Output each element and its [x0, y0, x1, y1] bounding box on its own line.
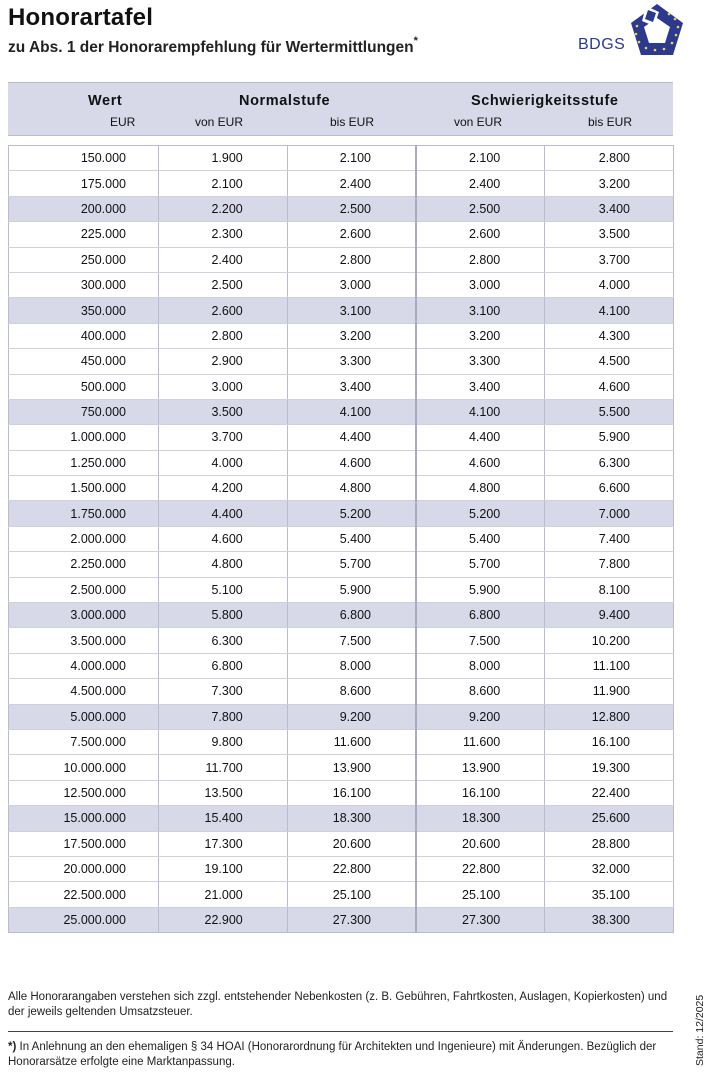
footnote-marker: *	[413, 35, 418, 47]
table-row	[9, 298, 674, 323]
cell-normal-bis: 8.000	[287, 653, 416, 678]
cell-wert: 22.500.000	[9, 882, 159, 907]
cell-normal-von: 6.800	[159, 653, 288, 678]
cell-schwierig-von: 3.200	[416, 323, 545, 348]
cell-normal-bis: 8.600	[287, 679, 416, 704]
cell-schwierig-bis: 38.300	[545, 907, 674, 932]
cell-schwierig-bis: 8.100	[545, 577, 674, 602]
cell-schwierig-bis: 12.800	[545, 704, 674, 729]
cell-normal-von: 2.500	[159, 272, 288, 297]
cell-normal-von: 3.500	[159, 399, 288, 424]
cell-schwierig-bis: 25.600	[545, 806, 674, 831]
cell-wert: 175.000	[9, 171, 159, 196]
cell-normal-von: 5.800	[159, 603, 288, 628]
table-row	[9, 349, 674, 374]
cell-wert: 500.000	[9, 374, 159, 399]
cell-normal-von: 3.700	[159, 425, 288, 450]
cell-schwierig-bis: 4.300	[545, 323, 674, 348]
cell-normal-bis: 4.600	[287, 450, 416, 475]
cell-schwierig-von: 6.800	[416, 603, 545, 628]
cell-wert: 12.500.000	[9, 780, 159, 805]
costs-note: Alle Honorarangaben verstehen sich zzgl. entstehender Nebenkosten (z. B. Gebühren, Fahrtkosten, Auslagen, Kopierkosten) und der jeweils geltenden Umsatzsteuer.	[8, 991, 668, 1018]
table-row	[9, 679, 674, 704]
table-row	[9, 247, 674, 272]
cell-schwierig-bis: 6.600	[545, 476, 674, 501]
cell-normal-bis: 3.200	[287, 323, 416, 348]
table-row	[9, 907, 674, 932]
table-row	[9, 552, 674, 577]
subtitle-text: zu Abs. 1 der Honorarempfehlung für Wertermittlungen	[8, 39, 414, 57]
cell-schwierig-bis: 5.500	[545, 399, 674, 424]
cell-schwierig-von: 8.600	[416, 679, 545, 704]
cell-schwierig-von: 9.200	[416, 704, 545, 729]
cell-normal-von: 2.600	[159, 298, 288, 323]
page-subtitle	[8, 37, 418, 57]
cell-normal-von: 4.600	[159, 526, 288, 551]
cell-wert: 300.000	[9, 272, 159, 297]
cell-normal-bis: 6.800	[287, 603, 416, 628]
cell-schwierig-von: 2.500	[416, 196, 545, 221]
cell-normal-von: 2.300	[159, 222, 288, 247]
table-row	[9, 526, 674, 551]
table-row	[9, 653, 674, 678]
cell-schwierig-von: 3.100	[416, 298, 545, 323]
cell-wert: 2.000.000	[9, 526, 159, 551]
cell-wert: 1.750.000	[9, 501, 159, 526]
cell-normal-bis: 11.600	[287, 729, 416, 754]
cell-wert: 400.000	[9, 323, 159, 348]
cell-schwierig-bis: 7.400	[545, 526, 674, 551]
cell-wert: 200.000	[9, 196, 159, 221]
table-row	[9, 196, 674, 221]
cell-schwierig-von: 4.400	[416, 425, 545, 450]
cell-schwierig-von: 5.700	[416, 552, 545, 577]
cell-wert: 2.250.000	[9, 552, 159, 577]
cell-normal-bis: 3.000	[287, 272, 416, 297]
cell-wert: 2.500.000	[9, 577, 159, 602]
cell-schwierig-von: 2.800	[416, 247, 545, 272]
cell-schwierig-von: 4.100	[416, 399, 545, 424]
cell-normal-von: 17.300	[159, 831, 288, 856]
cell-wert: 350.000	[9, 298, 159, 323]
cell-normal-von: 19.100	[159, 856, 288, 881]
cell-schwierig-von: 5.200	[416, 501, 545, 526]
cell-normal-von: 21.000	[159, 882, 288, 907]
cell-schwierig-bis: 19.300	[545, 755, 674, 780]
footnote-mark: *)	[8, 1041, 17, 1053]
cell-normal-bis: 2.500	[287, 196, 416, 221]
cell-schwierig-bis: 3.700	[545, 247, 674, 272]
table-row	[9, 476, 674, 501]
cell-schwierig-von: 25.100	[416, 882, 545, 907]
cell-schwierig-bis: 10.200	[545, 628, 674, 653]
cell-schwierig-bis: 7.800	[545, 552, 674, 577]
cell-normal-von: 3.000	[159, 374, 288, 399]
cell-normal-von: 6.300	[159, 628, 288, 653]
cell-schwierig-von: 2.400	[416, 171, 545, 196]
cell-wert: 17.500.000	[9, 831, 159, 856]
table-row	[9, 831, 674, 856]
table-row	[9, 806, 674, 831]
table-row	[9, 603, 674, 628]
header-normal-von: von EUR	[195, 115, 244, 129]
footnote-text: In Anlehnung an den ehemaligen § 34 HOAI (Honorarordnung für Architekten und Ingenieure) mit Änderungen. Bezüglich der Honorarsätze erfolgte eine Marktanpassung.	[8, 1041, 657, 1068]
cell-normal-von: 2.800	[159, 323, 288, 348]
cell-wert: 750.000	[9, 399, 159, 424]
cell-schwierig-von: 4.800	[416, 476, 545, 501]
page-title: Honorartafel	[8, 4, 154, 31]
cell-normal-bis: 16.100	[287, 780, 416, 805]
cell-schwierig-bis: 35.100	[545, 882, 674, 907]
table-row	[9, 856, 674, 881]
cell-schwierig-von: 2.600	[416, 222, 545, 247]
cell-schwierig-bis: 3.500	[545, 222, 674, 247]
cell-normal-bis: 7.500	[287, 628, 416, 653]
cell-normal-bis: 2.800	[287, 247, 416, 272]
cell-normal-bis: 9.200	[287, 704, 416, 729]
header-normalstufe: Normalstufe	[239, 93, 331, 109]
cell-normal-bis: 22.800	[287, 856, 416, 881]
cell-schwierig-von: 22.800	[416, 856, 545, 881]
cell-normal-von: 1.900	[159, 146, 288, 171]
cell-schwierig-bis: 11.900	[545, 679, 674, 704]
header-wert: Wert	[88, 93, 123, 109]
cell-wert: 4.000.000	[9, 653, 159, 678]
table-row	[9, 780, 674, 805]
table-row	[9, 577, 674, 602]
cell-schwierig-von: 7.500	[416, 628, 545, 653]
cell-normal-von: 2.100	[159, 171, 288, 196]
cell-wert: 4.500.000	[9, 679, 159, 704]
cell-wert: 1.000.000	[9, 425, 159, 450]
table-row	[9, 425, 674, 450]
cell-schwierig-von: 8.000	[416, 653, 545, 678]
cell-wert: 250.000	[9, 247, 159, 272]
cell-normal-bis: 5.900	[287, 577, 416, 602]
cell-schwierig-von: 3.000	[416, 272, 545, 297]
cell-schwierig-von: 4.600	[416, 450, 545, 475]
cell-normal-von: 4.800	[159, 552, 288, 577]
logo-text: BDGS	[578, 36, 626, 53]
cell-schwierig-von: 20.600	[416, 831, 545, 856]
cell-normal-von: 15.400	[159, 806, 288, 831]
cell-schwierig-bis: 4.100	[545, 298, 674, 323]
cell-normal-von: 7.800	[159, 704, 288, 729]
cell-normal-bis: 3.300	[287, 349, 416, 374]
cell-wert: 225.000	[9, 222, 159, 247]
table-row	[9, 628, 674, 653]
cell-normal-bis: 3.100	[287, 298, 416, 323]
cell-schwierig-von: 5.400	[416, 526, 545, 551]
cell-normal-bis: 25.100	[287, 882, 416, 907]
cell-normal-von: 2.200	[159, 196, 288, 221]
cell-normal-von: 2.400	[159, 247, 288, 272]
divider	[8, 1031, 673, 1032]
cell-schwierig-bis: 6.300	[545, 450, 674, 475]
cell-schwierig-bis: 3.400	[545, 196, 674, 221]
cell-normal-von: 13.500	[159, 780, 288, 805]
cell-wert: 7.500.000	[9, 729, 159, 754]
cell-normal-von: 4.000	[159, 450, 288, 475]
cell-schwierig-bis: 5.900	[545, 425, 674, 450]
cell-normal-von: 2.900	[159, 349, 288, 374]
cell-normal-bis: 4.100	[287, 399, 416, 424]
table-row	[9, 399, 674, 424]
table-row	[9, 272, 674, 297]
cell-normal-bis: 18.300	[287, 806, 416, 831]
cell-wert: 15.000.000	[9, 806, 159, 831]
cell-wert: 1.250.000	[9, 450, 159, 475]
table-row	[9, 146, 674, 171]
cell-normal-bis: 20.600	[287, 831, 416, 856]
cell-wert: 25.000.000	[9, 907, 159, 932]
cell-normal-bis: 4.800	[287, 476, 416, 501]
cell-schwierig-bis: 3.200	[545, 171, 674, 196]
cell-normal-von: 9.800	[159, 729, 288, 754]
cell-schwierig-bis: 22.400	[545, 780, 674, 805]
cell-schwierig-von: 13.900	[416, 755, 545, 780]
cell-schwierig-bis: 4.600	[545, 374, 674, 399]
stand-date: Stand: 12/2025	[694, 994, 706, 1066]
table-row	[9, 450, 674, 475]
cell-normal-bis: 13.900	[287, 755, 416, 780]
cell-schwierig-von: 11.600	[416, 729, 545, 754]
cell-schwierig-von: 5.900	[416, 577, 545, 602]
table-row	[9, 222, 674, 247]
table-row	[9, 882, 674, 907]
cell-schwierig-von: 2.100	[416, 146, 545, 171]
cell-schwierig-bis: 4.000	[545, 272, 674, 297]
table-row	[9, 374, 674, 399]
cell-schwierig-bis: 4.500	[545, 349, 674, 374]
cell-wert: 10.000.000	[9, 755, 159, 780]
cell-schwierig-bis: 7.000	[545, 501, 674, 526]
table-row	[9, 323, 674, 348]
cell-schwierig-bis: 16.100	[545, 729, 674, 754]
cell-normal-bis: 27.300	[287, 907, 416, 932]
cell-schwierig-bis: 32.000	[545, 856, 674, 881]
cell-normal-von: 5.100	[159, 577, 288, 602]
cell-normal-bis: 2.600	[287, 222, 416, 247]
cell-schwierig-von: 27.300	[416, 907, 545, 932]
header-schwierigkeitsstufe: Schwierigkeitsstufe	[471, 93, 619, 109]
header-normal-bis: bis EUR	[330, 115, 375, 129]
cell-normal-bis: 2.400	[287, 171, 416, 196]
cell-normal-bis: 4.400	[287, 425, 416, 450]
cell-wert: 5.000.000	[9, 704, 159, 729]
cell-normal-von: 22.900	[159, 907, 288, 932]
table-row	[9, 755, 674, 780]
cell-normal-von: 7.300	[159, 679, 288, 704]
cell-normal-von: 4.400	[159, 501, 288, 526]
cell-schwierig-von: 18.300	[416, 806, 545, 831]
bdgs-logo-icon	[629, 2, 685, 58]
table-header	[8, 82, 673, 136]
cell-normal-von: 4.200	[159, 476, 288, 501]
header-schwierig-bis: bis EUR	[588, 115, 633, 129]
cell-wert: 450.000	[9, 349, 159, 374]
cell-schwierig-von: 3.400	[416, 374, 545, 399]
table-row	[9, 729, 674, 754]
cell-wert: 150.000	[9, 146, 159, 171]
header-wert-unit: EUR	[110, 115, 136, 129]
cell-schwierig-bis: 28.800	[545, 831, 674, 856]
table-row	[9, 501, 674, 526]
cell-schwierig-bis: 2.800	[545, 146, 674, 171]
table-row	[9, 171, 674, 196]
cell-schwierig-bis: 11.100	[545, 653, 674, 678]
cell-normal-von: 11.700	[159, 755, 288, 780]
cell-normal-bis: 5.700	[287, 552, 416, 577]
cell-schwierig-von: 16.100	[416, 780, 545, 805]
cell-wert: 3.500.000	[9, 628, 159, 653]
footnote	[8, 1040, 673, 1070]
cell-schwierig-von: 3.300	[416, 349, 545, 374]
cell-wert: 1.500.000	[9, 476, 159, 501]
cell-schwierig-bis: 9.400	[545, 603, 674, 628]
cell-wert: 20.000.000	[9, 856, 159, 881]
cell-normal-bis: 5.400	[287, 526, 416, 551]
header-schwierig-von: von EUR	[454, 115, 503, 129]
table-row	[9, 704, 674, 729]
cell-wert: 3.000.000	[9, 603, 159, 628]
cell-normal-bis: 5.200	[287, 501, 416, 526]
cell-normal-bis: 2.100	[287, 146, 416, 171]
honorar-table	[8, 145, 674, 933]
cell-normal-bis: 3.400	[287, 374, 416, 399]
